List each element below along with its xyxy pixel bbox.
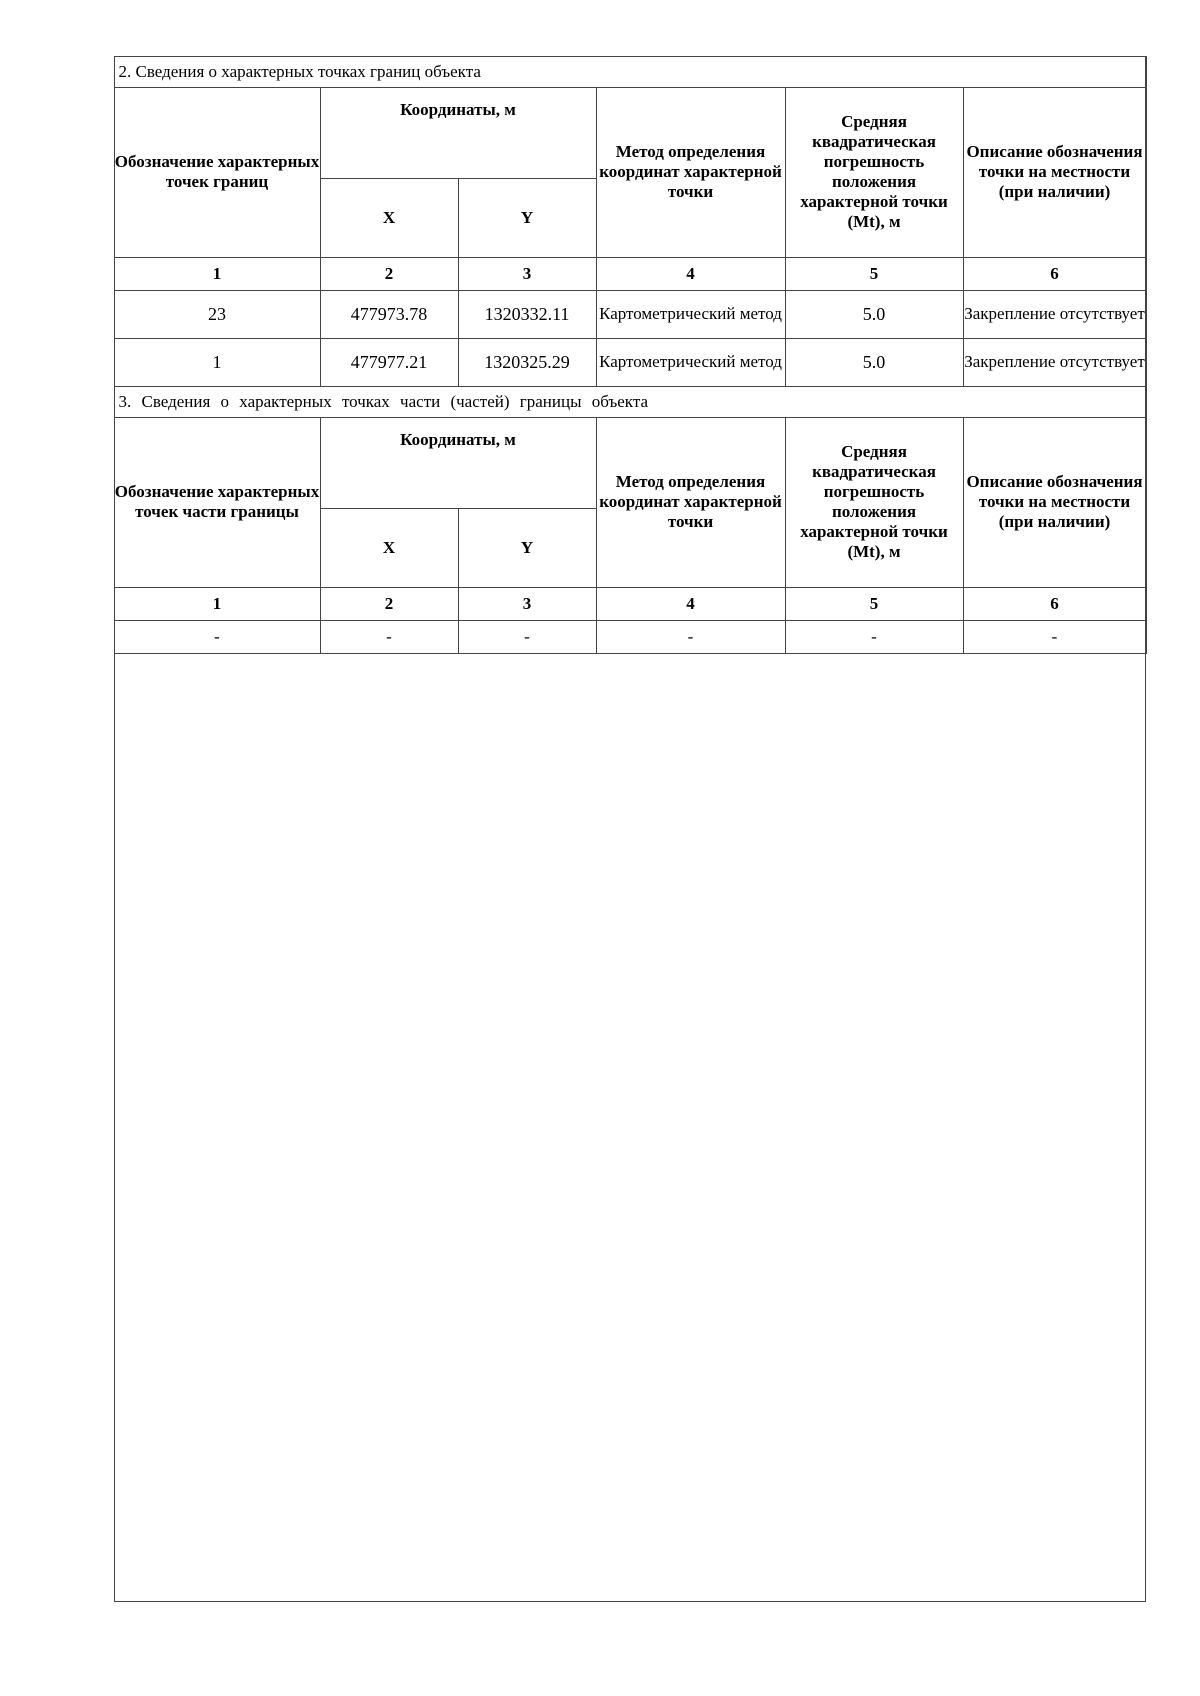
section-3-title: 3. Сведения о характерных точках части (частей) границы объекта <box>114 386 1146 417</box>
cell-error: 5.0 <box>785 290 963 338</box>
table-row <box>114 290 1146 338</box>
cell-error: - <box>785 620 963 653</box>
column-number: 3 <box>458 587 596 620</box>
table-row <box>114 338 1146 386</box>
header-error: Средняя квадратическая погрешность положения характерной точки (Mt), м <box>785 87 963 257</box>
cell-y: 1320332.11 <box>458 290 596 338</box>
column-number: 1 <box>114 587 320 620</box>
cell-description: - <box>963 620 1146 653</box>
header-x: X <box>320 178 458 257</box>
column-number: 4 <box>596 587 785 620</box>
column-number: 3 <box>458 257 596 290</box>
cell-description: Закрепление отсутствует <box>963 338 1146 386</box>
section-2-title: 2. Сведения о характерных точках границ объекта <box>114 56 1146 87</box>
cell-method: Картометрический метод <box>596 338 785 386</box>
column-number: 6 <box>963 257 1146 290</box>
column-number: 2 <box>320 587 458 620</box>
column-number: 1 <box>114 257 320 290</box>
points-table <box>114 56 1147 654</box>
header-method: Метод определения координат характерной точки <box>596 87 785 257</box>
header-description: Описание обозначения точки на местности (при наличии) <box>963 417 1146 587</box>
header-designation: Обозначение характерных точек границ <box>114 87 320 257</box>
cell-x: 477977.21 <box>320 338 458 386</box>
cell-y: 1320325.29 <box>458 338 596 386</box>
header-method: Метод определения координат характерной точки <box>596 417 785 587</box>
header-coordinates: Координаты, м <box>320 87 596 178</box>
table-row <box>114 620 1146 653</box>
header-y: Y <box>458 508 596 587</box>
cell-x: - <box>320 620 458 653</box>
header-description: Описание обозначения точки на местности (при наличии) <box>963 87 1146 257</box>
column-number: 5 <box>785 587 963 620</box>
header-y: Y <box>458 178 596 257</box>
cell-method: Картометрический метод <box>596 290 785 338</box>
cell-method: - <box>596 620 785 653</box>
document-sheet <box>114 56 1146 1602</box>
column-number: 6 <box>963 587 1146 620</box>
cell-x: 477973.78 <box>320 290 458 338</box>
cell-y: - <box>458 620 596 653</box>
header-designation: Обозначение характерных точек части границы <box>114 417 320 587</box>
column-number: 2 <box>320 257 458 290</box>
cell-point: - <box>114 620 320 653</box>
column-number: 4 <box>596 257 785 290</box>
cell-error: 5.0 <box>785 338 963 386</box>
header-coordinates: Координаты, м <box>320 417 596 508</box>
cell-point: 23 <box>114 290 320 338</box>
cell-point: 1 <box>114 338 320 386</box>
header-x: X <box>320 508 458 587</box>
header-error: Средняя квадратическая погрешность положения характерной точки (Mt), м <box>785 417 963 587</box>
column-number: 5 <box>785 257 963 290</box>
cell-description: Закрепление отсутствует <box>963 290 1146 338</box>
